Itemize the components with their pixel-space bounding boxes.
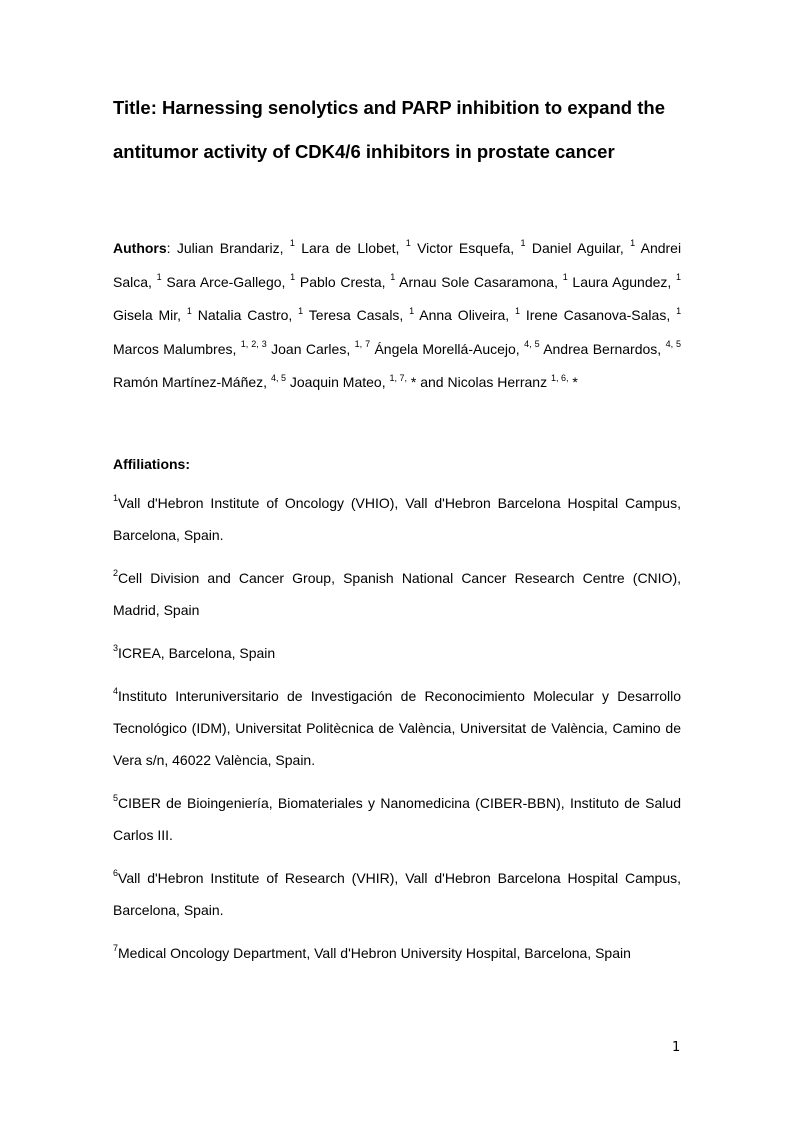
author-affiliation-marker: 1, 6, (550, 372, 569, 383)
authors-label: Authors (113, 240, 167, 256)
affiliation-number: 1 (113, 493, 119, 504)
author-affiliation-marker: 1 (409, 305, 415, 316)
author-name: * and Nicolas Herranz (410, 374, 548, 391)
authors-separator: : (166, 240, 177, 256)
author-name: Daniel Aguilar, (531, 240, 624, 256)
affiliation-text: Cell Division and Cancer Group, Spanish National Cancer Research Centre (CNIO), Madrid, Spain (113, 569, 681, 618)
affiliation-entry (113, 562, 681, 626)
affiliations-list (113, 487, 681, 969)
author-name: Joan Carles, (271, 340, 351, 357)
author-name: Teresa Casals, (308, 307, 404, 324)
author-affiliation-marker: 1 (676, 271, 682, 282)
manuscript-page (113, 86, 681, 969)
author-name: Andrea Bernardos, (543, 340, 662, 357)
author-affiliation-marker: 4, 5 (270, 372, 286, 383)
affiliation-entry (113, 487, 681, 551)
author-affiliation-marker: 1 (298, 305, 304, 316)
affiliation-entry (113, 862, 681, 926)
author-affiliation-marker: 1, 7 (354, 339, 371, 350)
author-name: Ramón Martínez-Máñez, (113, 374, 268, 391)
author-name: Natalia Castro, (197, 307, 293, 324)
affiliation-number: 5 (113, 793, 119, 804)
author-affiliation-marker: 4, 5 (524, 339, 540, 350)
author-name: Ángela Morellá-Aucejo, (374, 340, 520, 357)
author-affiliation-marker: 1, 7, (389, 372, 407, 383)
affiliation-text: Vall d'Hebron Institute of Research (VHIR), Vall d'Hebron Barcelona Hospital Campus, Barcelona, Spain. (113, 869, 681, 918)
author-name: Julian Brandariz, (176, 240, 284, 256)
author-name: Lara de Llobet, (301, 240, 400, 256)
author-name: Andrei Salca, (113, 240, 682, 290)
author-affiliation-marker: 1 (630, 238, 636, 249)
author-list (113, 240, 681, 390)
author-affiliation-marker: 1, 2, 3 (240, 339, 267, 350)
page-number: 1 (672, 1040, 681, 1055)
author-name: Marcos Malumbres, (113, 340, 237, 357)
author-name: Irene Casanova-Salas, (525, 307, 671, 324)
author-affiliation-marker: 1 (562, 271, 568, 282)
affiliation-text: CIBER de Bioingeniería, Biomateriales y Nanomedicina (CIBER-BBN), Instituto de Salud Carlos III. (113, 794, 681, 843)
affiliation-number: 6 (113, 868, 119, 879)
author-name: Anna Oliveira, (419, 307, 510, 324)
author-name: Joaquin Mateo, (289, 374, 386, 391)
author-affiliation-marker: 1 (676, 305, 682, 316)
author-affiliation-marker: 1 (515, 305, 521, 316)
affiliation-number: 4 (113, 686, 119, 697)
authors-end: * (568, 374, 578, 391)
author-name: Laura Agundez, (572, 273, 672, 290)
author-affiliation-marker: 1 (290, 271, 296, 282)
author-name: Arnau Sole Casaramona, (399, 273, 558, 290)
author-affiliation-marker: 1 (156, 271, 162, 282)
affiliation-number: 3 (113, 643, 119, 654)
affiliation-text: Instituto Interuniversitario de Investigación de Reconocimiento Molecular y Desarrollo Tecnológico (IDM), Universitat Politècnica de València, Universitat de València, Camino de Vera s/n, 46022 València, Spain. (113, 687, 681, 768)
affiliation-text: Medical Oncology Department, Vall d'Hebron University Hospital, Barcelona, Spain (118, 944, 631, 961)
affiliation-text: ICREA, Barcelona, Spain (118, 644, 276, 661)
author-affiliation-marker: 4, 5 (665, 339, 682, 350)
affiliations-heading: Affiliations: (113, 455, 190, 472)
author-affiliation-marker: 1 (390, 271, 396, 282)
author-name: Victor Esquefa, (417, 240, 515, 256)
authors-paragraph (113, 232, 681, 400)
author-name: Gisela Mir, (113, 307, 182, 324)
affiliation-number: 7 (113, 943, 119, 954)
affiliation-number: 2 (113, 568, 119, 579)
affiliation-entry (113, 937, 681, 969)
paper-title: Title: Harnessing senolytics and PARP inhibition to expand the antitumor activity of CDK4/6 inhibitors in prostate cancer (113, 97, 666, 162)
author-affiliation-marker: 1 (520, 238, 526, 249)
author-affiliation-marker: 1 (289, 238, 295, 249)
affiliation-entry (113, 680, 681, 776)
author-name: Pablo Cresta, (299, 273, 386, 290)
affiliation-text: Vall d'Hebron Institute of Oncology (VHIO), Vall d'Hebron Barcelona Hospital Campus, Barcelona, Spain. (113, 494, 681, 543)
affiliation-entry (113, 637, 681, 669)
author-affiliation-marker: 1 (405, 238, 411, 249)
author-affiliation-marker: 1 (186, 305, 192, 316)
author-name: Sara Arce-Gallego, (166, 273, 286, 290)
affiliation-entry (113, 787, 681, 851)
